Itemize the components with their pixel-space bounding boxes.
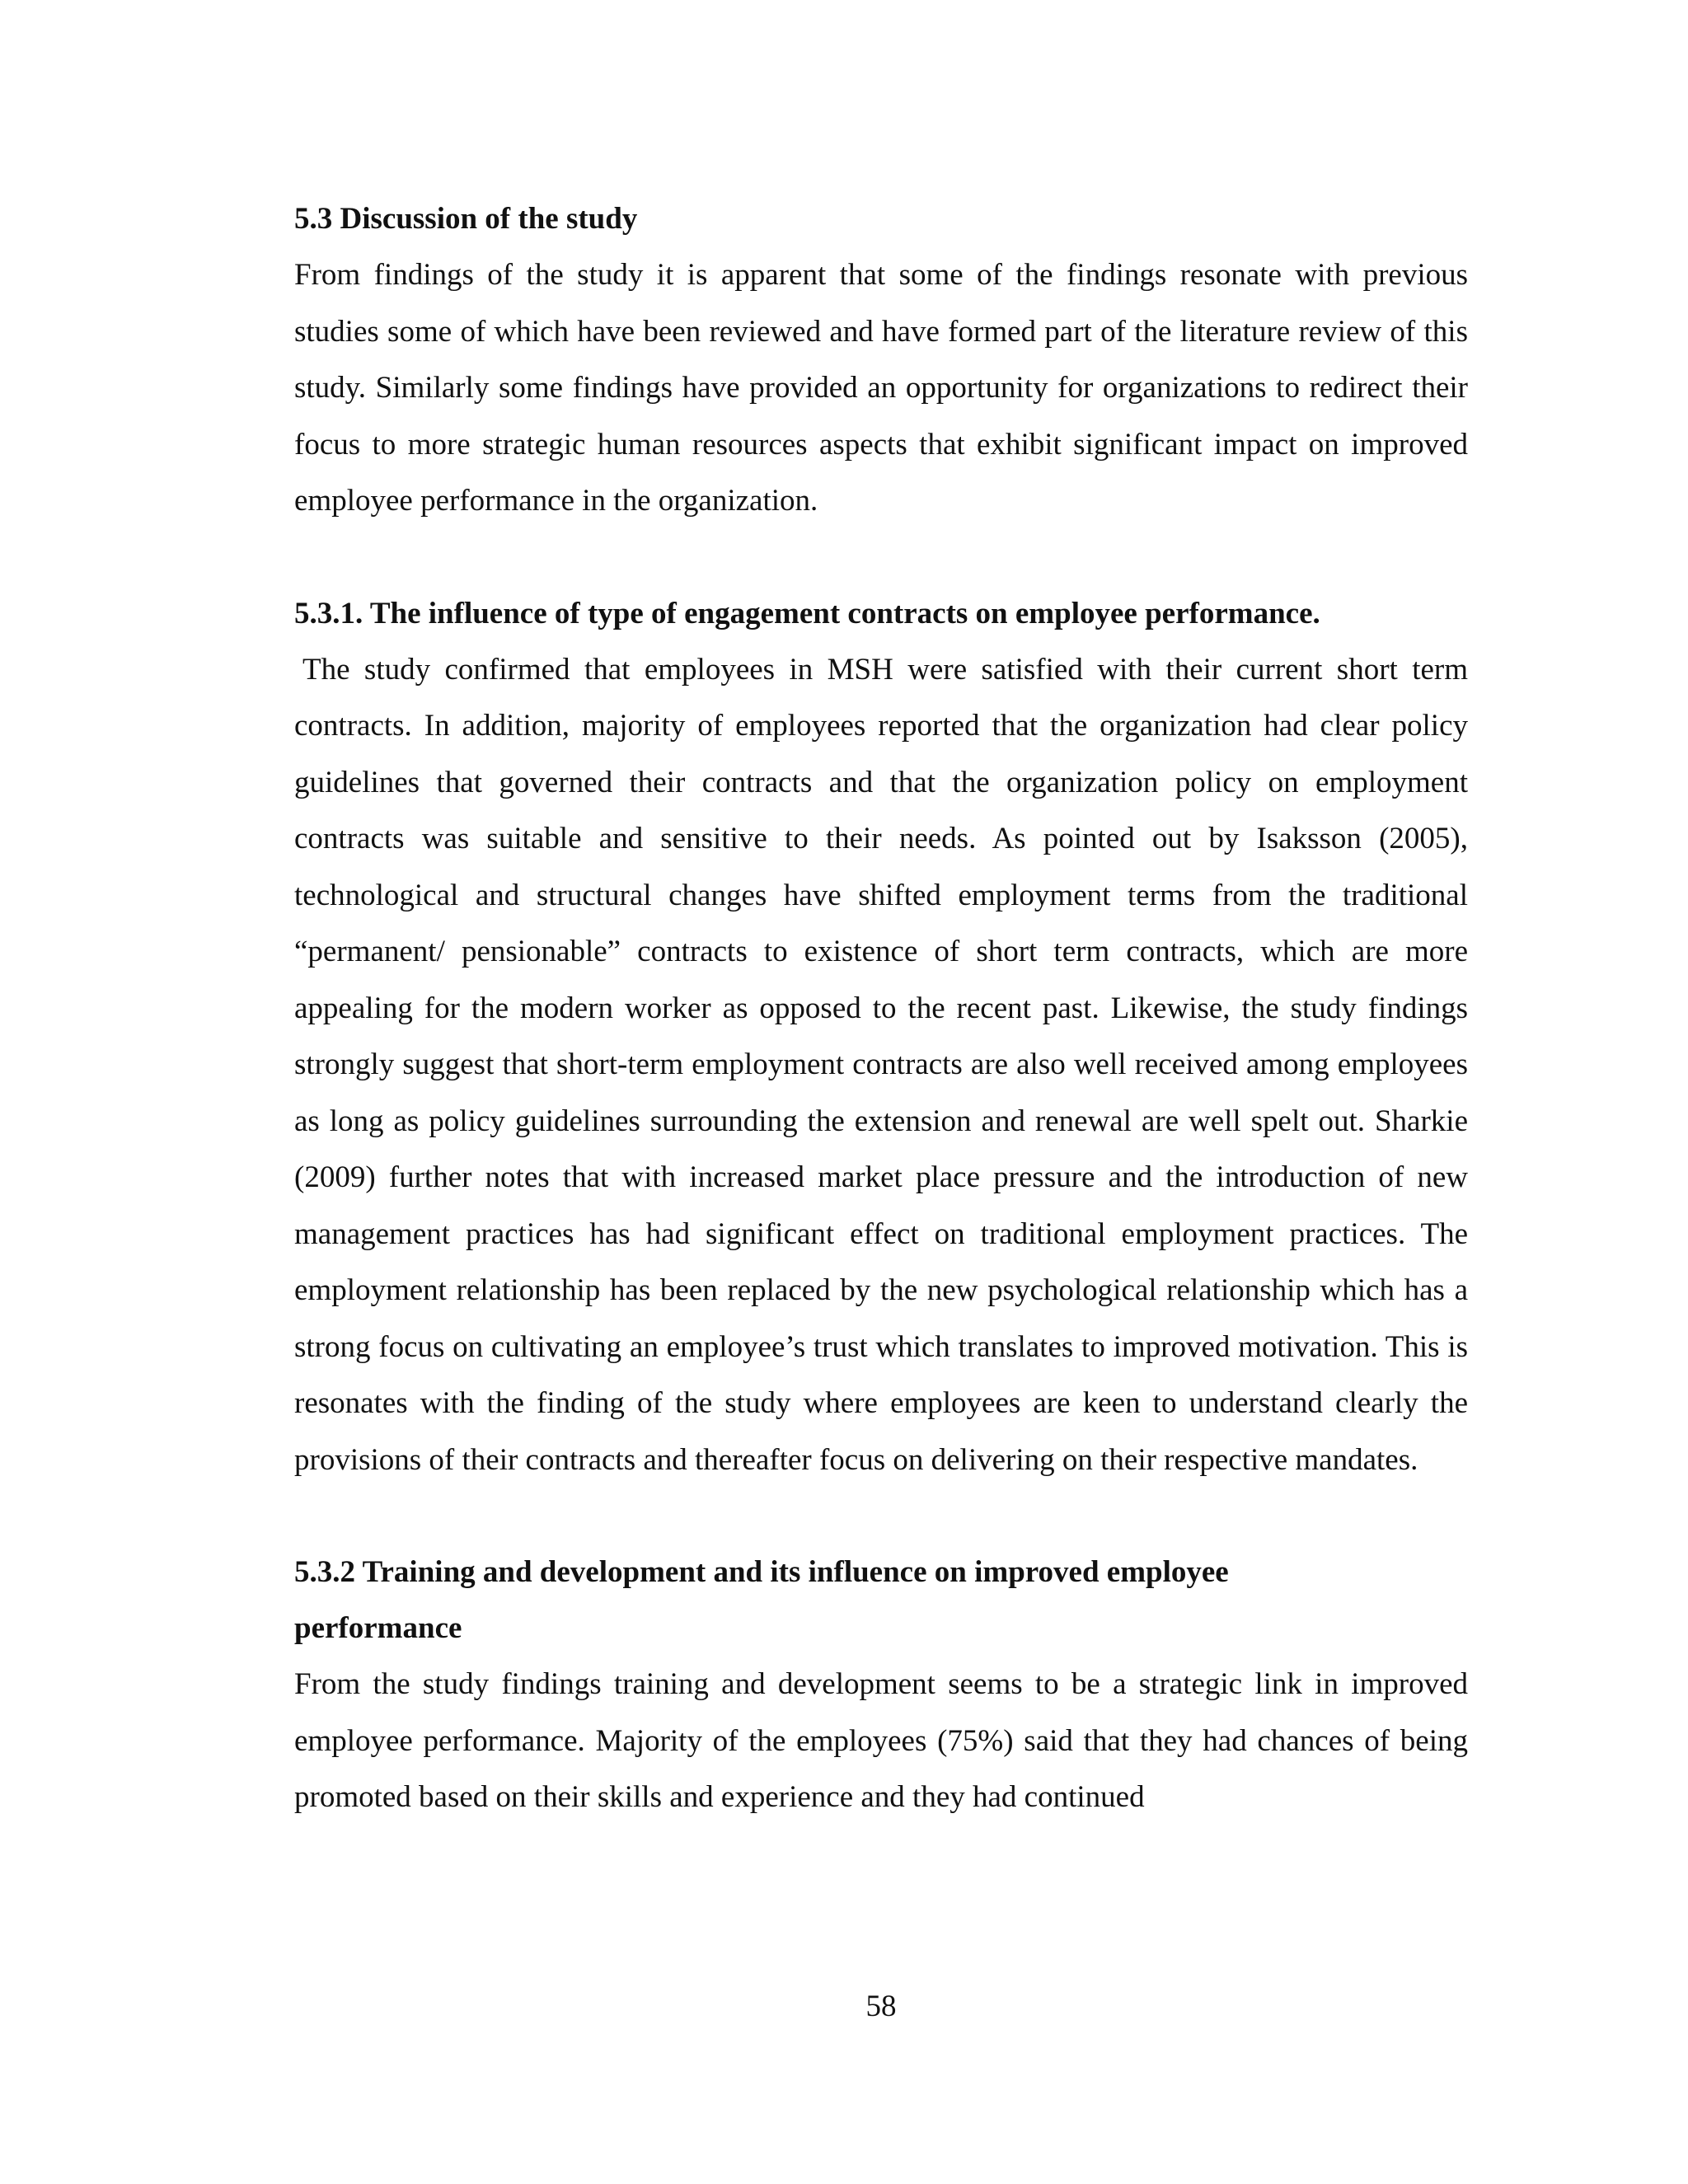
section-paragraph-5-3-2: From the study findings training and development seems to be a strategic link in improved employee performance. Majority of the employees (75%) said that they had chances of being promoted based on their skills and experience and they had continued [294, 1667, 1468, 1814]
section-paragraph-5-3: From findings of the study it is apparent that some of the findings resonate with previous studies some of which have been reviewed and have formed part of the literature review of this study. Similarly some findings have provided an opportunity for organizations to redirect their focus to more strategic human resources aspects that exhibit significant impact on improved employee performance in the organization. [294, 258, 1468, 518]
section-heading-5-3-2-line2: performance [294, 1611, 462, 1645]
page-number: 58 [865, 1990, 897, 2023]
section-heading-5-3-1: 5.3.1. The influence of type of engagement contracts on employee performance. [294, 596, 1320, 630]
section-paragraph-5-3-1-text: The study confirmed that employees in MSH were satisfied with their current short term contracts. In addition, majority of employees reported that the organization had clear policy guidelines that governed their contracts and that the organization policy on employment contracts was suitable and sensitive to their needs. As pointed out by Isaksson (2005), technological and structural changes have shifted employment terms from the traditional “permanent/ pensionable” contracts to existence of short term contracts, which are more appealing for the modern worker as opposed to the recent past. Likewise, the study findings strongly suggest that short-term employment contracts are also well received among employees as long as policy guidelines surrounding the extension and renewal are well spelt out. Sharkie (2009) further notes that with increased market place pressure and the introduction of new management practices has had significant effect on traditional employment practices. The employment relationship has been replaced by the new psychological relationship which has a strong focus on cultivating an employee’s trust which translates to improved motivation. This is resonates with the finding of the study where employees are keen to understand clearly the provisions of their contracts and thereafter focus on delivering on their respective mandates. [294, 652, 1468, 1477]
section-paragraph-5-3-1 [294, 642, 1468, 1489]
document-page [294, 191, 1468, 1826]
section-heading-5-3-2-line1: 5.3.2 Training and development and its influence on improved employee [294, 1555, 1229, 1589]
section-spacer [294, 1488, 1468, 1544]
section-heading-5-3: 5.3 Discussion of the study [294, 202, 638, 236]
section-spacer [294, 530, 1468, 586]
